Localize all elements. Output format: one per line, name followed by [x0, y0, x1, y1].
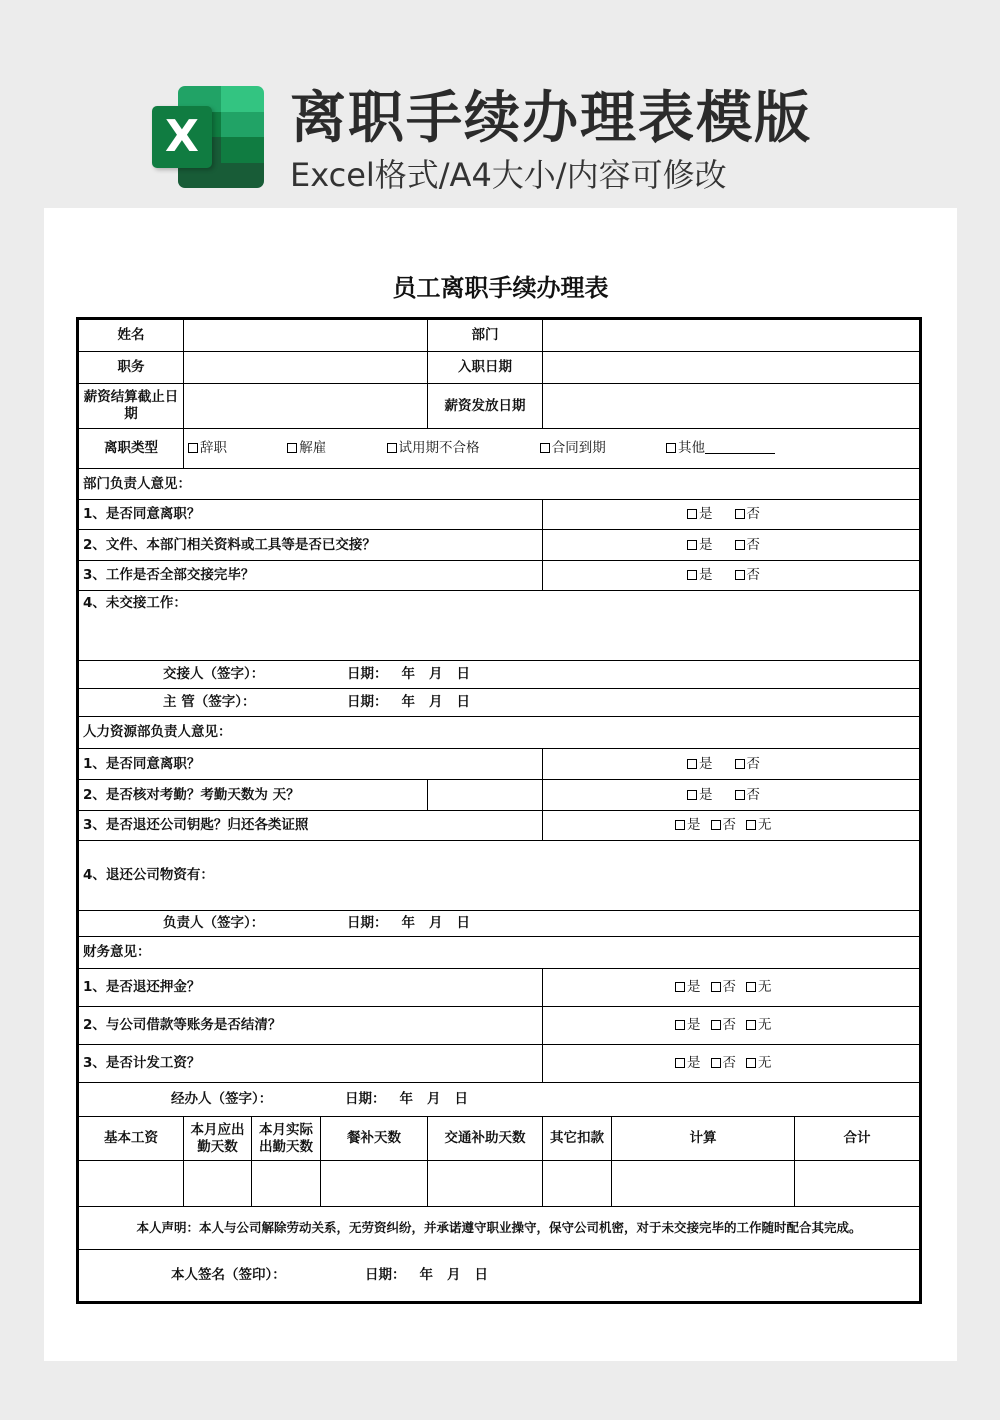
type-option-other[interactable]: 其他 — [666, 440, 775, 457]
hr-q4[interactable]: 4、退还公司物资有： — [79, 841, 920, 911]
name-value[interactable] — [184, 320, 428, 352]
hr-q3-row — [79, 811, 920, 841]
option-none[interactable]: 无 — [746, 817, 772, 834]
dept-value[interactable] — [543, 320, 920, 352]
checkbox-icon — [735, 540, 745, 550]
fin-q3: 3、是否计发工资？ — [79, 1045, 543, 1083]
option-yes[interactable]: 是 — [687, 567, 713, 584]
option-no[interactable]: 否 — [735, 756, 761, 773]
option-no[interactable]: 否 — [735, 506, 761, 523]
position-value[interactable] — [184, 352, 428, 384]
form-table — [78, 319, 920, 1302]
salary-cutoff-value[interactable] — [184, 384, 428, 429]
entry-date-value[interactable] — [543, 352, 920, 384]
salary-col-base: 基本工资 — [79, 1117, 184, 1161]
checkbox-icon — [746, 820, 756, 830]
salary-cell[interactable] — [795, 1161, 920, 1207]
dept-q1-options — [543, 500, 920, 530]
checkbox-icon — [746, 1020, 756, 1030]
checkbox-icon — [287, 443, 297, 453]
checkbox-icon — [687, 570, 697, 580]
type-label: 离职类型 — [79, 429, 184, 469]
day-label: 日 — [474, 1267, 488, 1284]
dept-q1-row — [79, 500, 920, 530]
salary-col-transport-days: 交通补助天数 — [428, 1117, 543, 1161]
option-no[interactable]: 否 — [711, 979, 737, 996]
option-yes[interactable]: 是 — [675, 1055, 701, 1072]
salary-pay-value[interactable] — [543, 384, 920, 429]
row-name — [79, 320, 920, 352]
hr-q3-options — [543, 811, 920, 841]
hr-sig-row — [79, 911, 920, 937]
salary-col-deductions: 其它扣款 — [543, 1117, 612, 1161]
year-label: 年 — [401, 694, 415, 711]
checkbox-icon — [711, 820, 721, 830]
option-no[interactable]: 否 — [711, 817, 737, 834]
hr-q2-options — [543, 780, 920, 811]
day-label: 日 — [456, 694, 470, 711]
hr-q1-options — [543, 749, 920, 780]
declaration-row — [79, 1207, 920, 1250]
checkbox-icon — [735, 790, 745, 800]
excel-logo-letter: X — [152, 106, 212, 168]
fin-q2-row — [79, 1007, 920, 1045]
year-label: 年 — [401, 666, 415, 683]
dept-q3-row — [79, 561, 920, 591]
hr-q2-blank[interactable] — [428, 780, 543, 811]
option-no[interactable]: 否 — [711, 1055, 737, 1072]
dept-q3: 3、工作是否全部交接完毕？ — [79, 561, 543, 591]
hr-q1: 1、是否同意离职？ — [79, 749, 543, 780]
option-no[interactable]: 否 — [735, 567, 761, 584]
fin-q3-options — [543, 1045, 920, 1083]
option-yes[interactable]: 是 — [687, 787, 713, 804]
salary-cell[interactable] — [612, 1161, 795, 1207]
salary-pay-label: 薪资发放日期 — [428, 384, 543, 429]
salary-cell[interactable] — [428, 1161, 543, 1207]
checkbox-icon — [711, 1058, 721, 1068]
position-label: 职务 — [79, 352, 184, 384]
dept-q4[interactable]: 4、未交接工作： — [79, 591, 920, 661]
final-sig-row — [79, 1250, 920, 1302]
fin-q2: 2、与公司借款等账务是否结清？ — [79, 1007, 543, 1045]
checkbox-icon — [687, 759, 697, 769]
dept-sig1 — [79, 661, 920, 689]
handover-sig-label: 交接人（签字）： — [163, 666, 265, 683]
fin-heading: 财务意见： — [79, 937, 920, 969]
dept-q2: 2、文件、本部门相关资料或工具等是否已交接？ — [79, 530, 543, 561]
day-label: 日 — [456, 915, 470, 932]
final-sig — [79, 1250, 920, 1302]
fin-q3-row — [79, 1045, 920, 1083]
dept-sig2 — [79, 689, 920, 717]
declaration: 本人声明：本人与公司解除劳动关系，无劳资纠纷，并承诺遵守职业操守，保守公司机密，对于未交接完毕的工作随时配合其完成。 — [79, 1207, 920, 1250]
month-label: 月 — [429, 666, 443, 683]
salary-col-meal-days: 餐补天数 — [321, 1117, 428, 1161]
checkbox-icon — [746, 982, 756, 992]
fin-q2-options — [543, 1007, 920, 1045]
final-sig-label: 本人签名（签印）： — [171, 1267, 286, 1284]
checkbox-icon — [675, 820, 685, 830]
option-yes[interactable]: 是 — [687, 537, 713, 554]
fin-sig-label: 经办人（签字）： — [171, 1091, 273, 1108]
dept-sig2-row — [79, 689, 920, 717]
row-type — [79, 429, 920, 469]
day-label: 日 — [454, 1091, 468, 1108]
type-option-resign[interactable]: 辞职 — [188, 440, 227, 457]
salary-cell[interactable] — [184, 1161, 252, 1207]
type-option-dismiss[interactable]: 解雇 — [287, 440, 326, 457]
resignation-form — [76, 317, 922, 1304]
name-label: 姓名 — [79, 320, 184, 352]
fin-q1: 1、是否退还押金？ — [79, 969, 543, 1007]
checkbox-icon — [687, 509, 697, 519]
type-option-contract[interactable]: 合同到期 — [540, 440, 606, 457]
dept-q3-options — [543, 561, 920, 591]
checkbox-icon — [188, 443, 198, 453]
date-label: 日期： — [347, 694, 388, 711]
checkbox-icon — [687, 790, 697, 800]
salary-col-total: 合计 — [795, 1117, 920, 1161]
option-none[interactable]: 无 — [746, 1017, 772, 1034]
hr-q4-row — [79, 841, 920, 911]
checkbox-icon — [540, 443, 550, 453]
month-label: 月 — [429, 694, 443, 711]
template-title: 离职手续办理表模版 — [290, 86, 812, 151]
other-blank-line — [705, 442, 775, 454]
dept-heading-row — [79, 469, 920, 500]
checkbox-icon — [387, 443, 397, 453]
dept-label: 部门 — [428, 320, 543, 352]
checkbox-icon — [746, 1058, 756, 1068]
dept-q1: 1、是否同意离职？ — [79, 500, 543, 530]
row-salary-dates — [79, 384, 920, 429]
salary-cell[interactable] — [543, 1161, 612, 1207]
date-label: 日期： — [347, 915, 388, 932]
date-label: 日期： — [345, 1091, 386, 1108]
salary-col-due-days: 本月应出勤天数 — [184, 1117, 252, 1161]
checkbox-icon — [675, 982, 685, 992]
month-label: 月 — [447, 1267, 461, 1284]
option-yes[interactable]: 是 — [675, 1017, 701, 1034]
entry-date-label: 入职日期 — [428, 352, 543, 384]
salary-cutoff-label: 薪资结算截止日期 — [79, 384, 184, 429]
checkbox-icon — [666, 443, 676, 453]
option-yes[interactable]: 是 — [675, 817, 701, 834]
salary-value-row — [79, 1161, 920, 1207]
checkbox-icon — [711, 1020, 721, 1030]
salary-col-calc: 计算 — [612, 1117, 795, 1161]
salary-header-row — [79, 1117, 920, 1161]
year-label: 年 — [399, 1091, 413, 1108]
option-no[interactable]: 否 — [735, 537, 761, 554]
fin-heading-row — [79, 937, 920, 969]
type-option-probation[interactable]: 试用期不合格 — [387, 440, 480, 457]
hr-q3: 3、是否退还公司钥匙？归还各类证照 — [79, 811, 543, 841]
fin-sig-row — [79, 1083, 920, 1117]
document-paper — [44, 208, 957, 1361]
hr-sig — [79, 911, 920, 937]
date-label: 日期： — [347, 666, 388, 683]
supervisor-sig-label: 主 管（签字）： — [163, 694, 256, 711]
checkbox-icon — [735, 570, 745, 580]
dept-heading: 部门负责人意见： — [79, 469, 920, 500]
hr-heading: 人力资源部负责人意见： — [79, 717, 920, 749]
year-label: 年 — [419, 1267, 433, 1284]
template-subtitle: Excel格式/A4大小/内容可修改 — [290, 156, 727, 194]
checkbox-icon — [735, 759, 745, 769]
year-label: 年 — [401, 915, 415, 932]
checkbox-icon — [735, 509, 745, 519]
hr-q1-row — [79, 749, 920, 780]
hr-q2-row — [79, 780, 920, 811]
option-yes[interactable]: 是 — [687, 756, 713, 773]
checkbox-icon — [687, 540, 697, 550]
option-yes[interactable]: 是 — [675, 979, 701, 996]
date-label: 日期： — [365, 1267, 406, 1284]
fin-sig — [79, 1083, 920, 1117]
hr-heading-row — [79, 717, 920, 749]
checkbox-icon — [675, 1020, 685, 1030]
document-title: 员工离职手续办理表 — [392, 274, 609, 302]
option-no[interactable]: 否 — [735, 787, 761, 804]
salary-cell[interactable] — [79, 1161, 184, 1207]
dept-q4-row — [79, 591, 920, 661]
hr-sig-label: 负责人（签字）： — [163, 915, 265, 932]
dept-sig1-row — [79, 661, 920, 689]
option-none[interactable]: 无 — [746, 979, 772, 996]
option-no[interactable]: 否 — [711, 1017, 737, 1034]
hr-q2: 2、是否核对考勤？考勤天数为 天？ — [79, 780, 428, 811]
page-header — [0, 0, 1000, 208]
excel-icon — [152, 86, 264, 188]
type-options — [184, 429, 920, 469]
option-none[interactable]: 无 — [746, 1055, 772, 1072]
fin-q1-options — [543, 969, 920, 1007]
month-label: 月 — [427, 1091, 441, 1108]
fin-q1-row — [79, 969, 920, 1007]
month-label: 月 — [429, 915, 443, 932]
option-yes[interactable]: 是 — [687, 506, 713, 523]
day-label: 日 — [456, 666, 470, 683]
row-position — [79, 352, 920, 384]
checkbox-icon — [675, 1058, 685, 1068]
salary-cell[interactable] — [252, 1161, 321, 1207]
checkbox-icon — [711, 982, 721, 992]
salary-col-actual-days: 本月实际出勤天数 — [252, 1117, 321, 1161]
dept-q2-row — [79, 530, 920, 561]
dept-q2-options — [543, 530, 920, 561]
salary-cell[interactable] — [321, 1161, 428, 1207]
